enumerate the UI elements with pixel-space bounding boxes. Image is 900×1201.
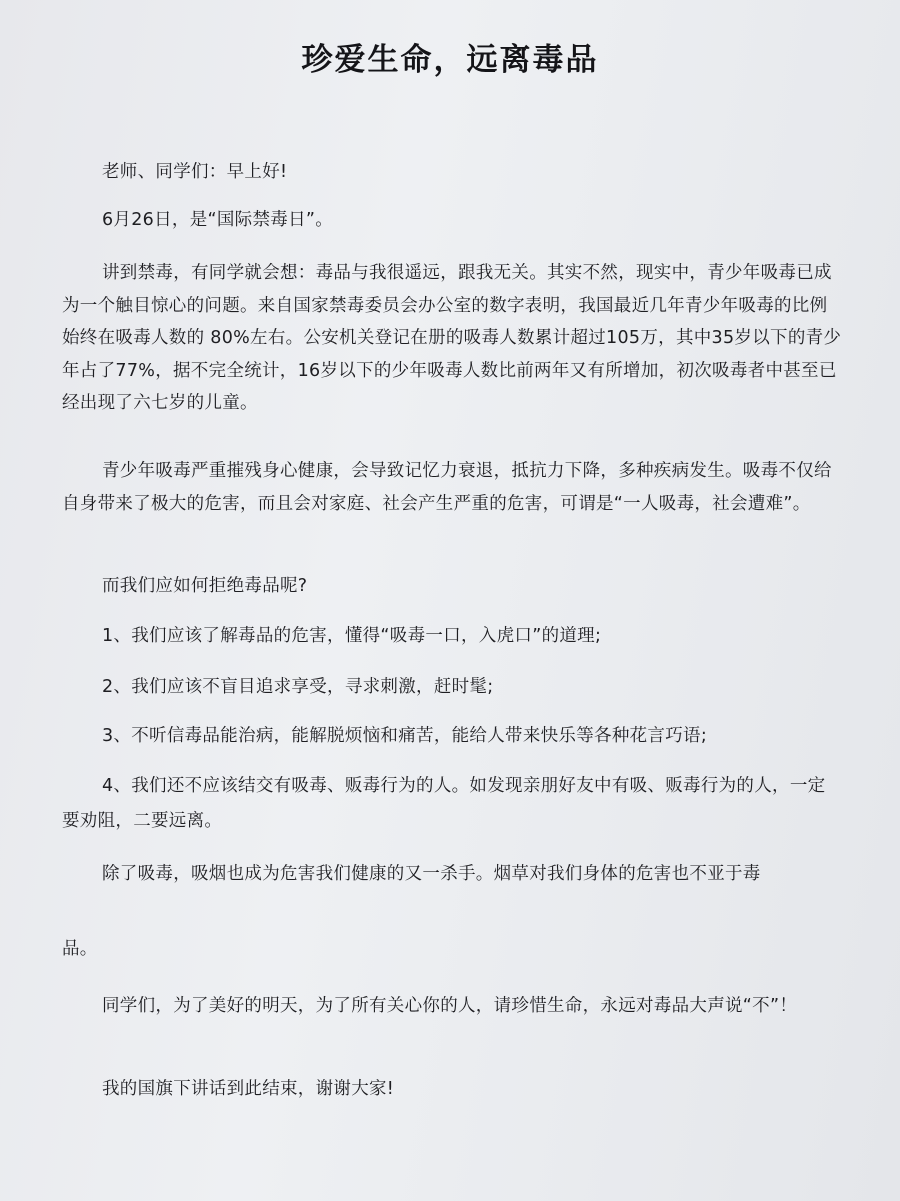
document-title: 珍爱生命，远离毒品 bbox=[301, 42, 599, 78]
appeal-text: 同学们，为了美好的明天，为了所有关心你的人，请珍惜生命，永远对毒品大声说“不”！ bbox=[102, 996, 798, 1016]
appeal-paragraph bbox=[62, 990, 842, 1022]
harm-paragraph bbox=[62, 455, 842, 520]
list-item-3 bbox=[62, 721, 842, 751]
list-item-2-text: 2、我们应该不盲目追求享受，寻求刺激，赶时髦; bbox=[102, 677, 494, 697]
date-paragraph bbox=[62, 205, 842, 235]
closing-paragraph bbox=[62, 1074, 842, 1104]
list-item-3-text: 3、不听信毒品能治病，能解脱烦恼和痛苦，能给人带来快乐等各种花言巧语; bbox=[102, 726, 708, 746]
list-item-4-text: 4、我们还不应该结交有吸毒、贩毒行为的人。如发现亲朋好友中有吸、贩毒行为的人，一定要劝阻，二要远离。 bbox=[62, 776, 826, 831]
smoking-text-line2: 品。 bbox=[62, 939, 98, 959]
smoking-paragraph bbox=[62, 859, 842, 889]
smoking-text-line1: 除了吸毒，吸烟也成为危害我们健康的又一杀手。烟草对我们身体的危害也不亚于毒 bbox=[102, 864, 761, 884]
smoking-paragraph-end bbox=[62, 934, 842, 964]
question-text: 而我们应如何拒绝毒品呢? bbox=[102, 576, 308, 596]
list-item-1 bbox=[62, 621, 842, 651]
list-item-1-text: 1、我们应该了解毒品的危害，懂得“吸毒一口，入虎口”的道理; bbox=[102, 626, 602, 646]
question-paragraph bbox=[62, 571, 842, 601]
list-item-2 bbox=[62, 672, 842, 702]
closing-text: 我的国旗下讲话到此结束，谢谢大家! bbox=[102, 1079, 395, 1099]
statistics-text: 讲到禁毒，有同学就会想：毒品与我很遥远，跟我无关。其实不然，现实中，青少年吸毒已成为一个触目惊心的问题。来自国家禁毒委员会办公室的数字表明，我国最近几年青少年吸毒的比例始终在吸毒人数的 80%左右。公安机关登记在册的吸毒人数累计超过105万，其中35岁以下的青少年占了77%，据不完全统计，16岁以下的少年吸毒人数比前两年又有所增加，初次吸毒者中甚至已经出现了六七岁的儿童。 bbox=[62, 263, 842, 413]
greeting-paragraph bbox=[62, 157, 842, 187]
date-text: 6月26日，是“国际禁毒日”。 bbox=[102, 210, 334, 230]
harm-text: 青少年吸毒严重摧残身心健康，会导致记忆力衰退，抵抗力下降，多种疾病发生。吸毒不仅给自身带来了极大的危害，而且会对家庭、社会产生严重的危害，可谓是“一人吸毒，社会遭难”。 bbox=[62, 461, 832, 514]
greeting-text: 老师、同学们：早上好! bbox=[102, 162, 288, 182]
list-item-4 bbox=[62, 769, 842, 839]
statistics-paragraph bbox=[62, 257, 842, 420]
